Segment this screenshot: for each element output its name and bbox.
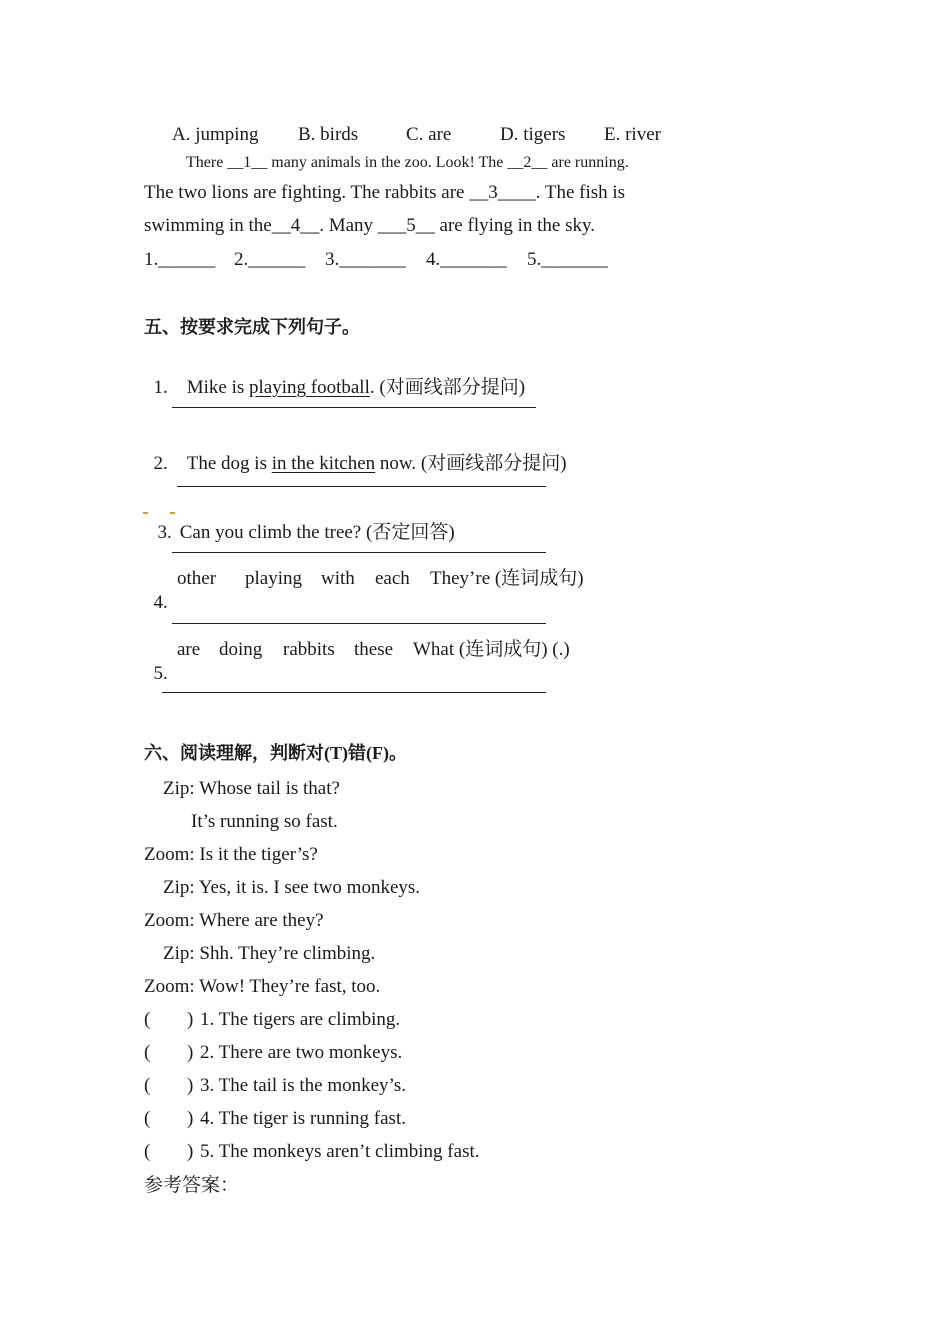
word-5: They’re (连词成句) [430, 568, 584, 589]
word-4: each [375, 568, 410, 589]
section5-question-1 [144, 352, 525, 400]
word-4: these [354, 639, 394, 660]
answer-paren-open[interactable]: ( [144, 1075, 151, 1096]
answer-blank-5: 5._______ [527, 249, 608, 270]
answer-paren-open[interactable]: ( [144, 1042, 151, 1063]
word-3: rabbits [283, 639, 335, 660]
answer-blank-1: 1.______ [144, 249, 216, 270]
word-1: other [177, 568, 217, 589]
question-text: The dog is [186, 453, 272, 474]
word-5: What (连词成句) (.) [413, 639, 570, 660]
question-number: 2. [153, 453, 168, 474]
option-b: B. birds [298, 124, 359, 145]
section6-heading: 六、阅读理解，判断对(T)错(F)。 [144, 743, 407, 763]
section5-question-4 [144, 567, 168, 615]
answer-paren-open[interactable]: ( [144, 1141, 151, 1162]
dialogue-line: It’s running so fast. [191, 811, 338, 832]
word-2: doing [219, 639, 263, 660]
question-number: 5. [153, 663, 168, 684]
question-instruction: . (对画线部分提问) [369, 377, 526, 398]
answer-paren-close: ) [187, 1075, 194, 1096]
dialogue-line: Zip: Yes, it is. I see two monkeys. [163, 877, 421, 898]
statement-text: 5. The monkeys aren’t climbing fast. [200, 1141, 480, 1162]
dialogue-line: Zoom: Wow! They’re fast, too. [144, 976, 381, 997]
statement-text: 2. There are two monkeys. [200, 1042, 403, 1063]
section5-question-5 [144, 638, 168, 686]
statement-text: 3. The tail is the monkey’s. [200, 1075, 406, 1096]
dialogue-line: Zoom: Where are they? [144, 910, 324, 931]
underlined-phrase: playing football [249, 377, 370, 398]
word-2: playing [245, 568, 302, 589]
passage-line-3: swimming in the__4__. Many ___5__ are flying in the sky. [144, 215, 596, 236]
question-instruction: now. (对画线部分提问) [375, 453, 567, 474]
answer-line-5[interactable] [162, 692, 546, 693]
answer-paren-close: ) [187, 1009, 194, 1030]
section5-heading: 五、按要求完成下列句子。 [144, 317, 360, 337]
option-a: A. jumping [172, 124, 259, 145]
dialogue-line: Zip: Shh. They’re climbing. [163, 943, 376, 964]
passage-line-1: There __1__ many animals in the zoo. Look! The __2__ are running. [186, 154, 629, 171]
question-number: 4. [153, 592, 168, 613]
option-e: E. river [604, 124, 661, 145]
underlined-phrase: in the kitchen [271, 453, 376, 474]
question-text: Can you climb the tree? (否定回答) [179, 522, 455, 543]
answer-paren-close: ) [187, 1042, 194, 1063]
dialogue-line: Zoom: Is it the tiger’s? [144, 844, 318, 865]
section5-question-2 [144, 428, 567, 476]
statement-text: 4. The tiger is running fast. [200, 1108, 406, 1129]
answer-line-3[interactable] [172, 552, 546, 553]
answer-paren-close: ) [187, 1108, 194, 1129]
statement-text: 1. The tigers are climbing. [200, 1009, 401, 1030]
answer-line-1[interactable] [172, 407, 536, 408]
option-c: C. are [406, 124, 452, 145]
answer-line-2[interactable] [177, 486, 546, 487]
answer-blank-4: 4._______ [426, 249, 507, 270]
answer-blank-3: 3._______ [325, 249, 406, 270]
question-number: 3. [157, 522, 172, 543]
answer-line-4[interactable] [172, 623, 546, 624]
answer-blank-2: 2.______ [234, 249, 306, 270]
section5-question-3 [148, 497, 455, 545]
option-d: D. tigers [500, 124, 566, 145]
word-3: with [321, 568, 355, 589]
dialogue-line: Zip: Whose tail is that? [163, 778, 340, 799]
word-1: are [177, 639, 201, 660]
question-text: Mike is [186, 377, 250, 398]
answer-key-label: 参考答案： [144, 1175, 240, 1196]
answer-paren-close: ) [187, 1141, 194, 1162]
answer-paren-open[interactable]: ( [144, 1108, 151, 1129]
passage-line-2: The two lions are fighting. The rabbits are __3____. The fish is [144, 182, 626, 203]
answer-paren-open[interactable]: ( [144, 1009, 151, 1030]
question-number: 1. [153, 377, 168, 398]
